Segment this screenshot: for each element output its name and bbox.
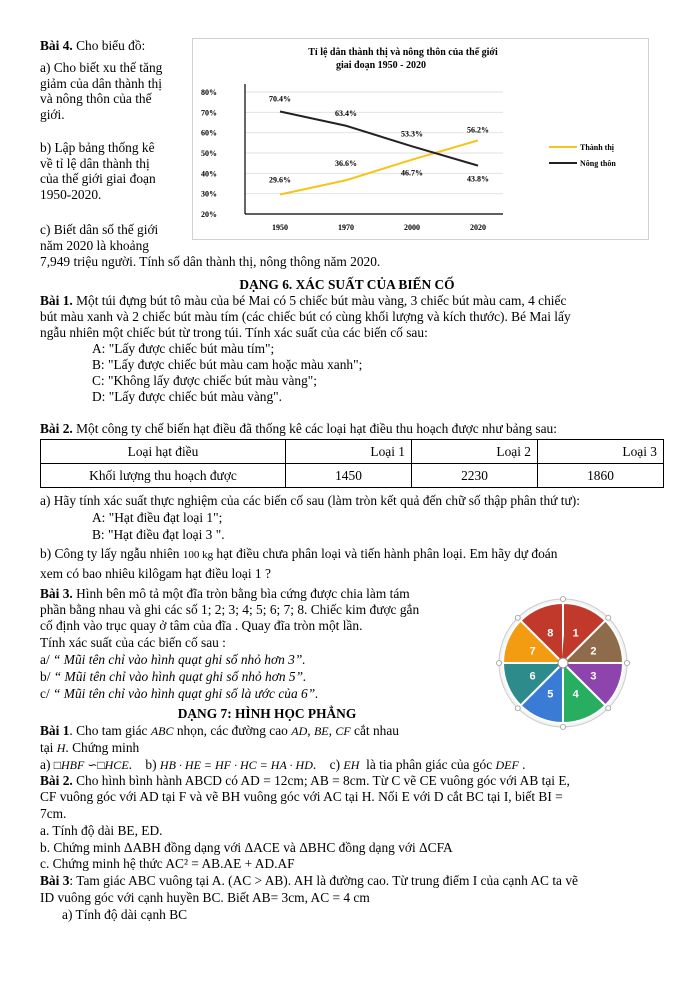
dang7-bai3-a: a) Tính độ dài cạnh BC [62, 907, 188, 922]
y-tick-label: 80% [201, 88, 217, 97]
y-tick-label: 50% [201, 149, 217, 158]
table-header-cell: Loại 1 [286, 440, 412, 464]
dang7-bai1-parts: a) □HBF ∽□HCE. b) HB · HE = HF · HC = HA · HD. c) EH là tia phân giác của góc DEF . [40, 757, 526, 772]
table-cell: Khối lượng thu hoạch được [41, 464, 286, 488]
wheel-peg [561, 725, 566, 730]
wheel-peg [497, 661, 502, 666]
dang6-bai3-line2: phần bằng nhau và ghi các số 1; 2; 3; 4; 5; 6; 7; 8. Chiếc kim được gắn [40, 602, 420, 617]
y-tick-label: 70% [201, 108, 217, 118]
table-header-cell: Loại 3 [538, 440, 664, 464]
x-tick-label: 2020 [470, 223, 486, 232]
x-tick-label: 1970 [338, 223, 354, 232]
dang6-bai1-line1: Bài 1. Một túi đựng bút tô màu của bé Mai có 5 chiếc bút màu vàng, 3 chiếc bút màu cam, 4 chiếc [40, 293, 567, 308]
cashew-table [40, 439, 664, 488]
wheel-sector-label: 2 [590, 645, 597, 658]
data-label: 36.6% [335, 159, 357, 169]
wheel-peg [625, 661, 630, 666]
dang6-bai3-line4: Tính xác suất của các biến cố sau : [40, 635, 226, 650]
dang7-bai2-b: b. Chứng minh ΔABH đồng dạng với ΔACE và ΔBHC đồng dạng với ΔCFA [40, 840, 453, 855]
y-tick-label: 20% [201, 210, 217, 219]
dang6-bai2-a: a) Hãy tính xác suất thực nghiệm của các biến cố sau (làm tròn kết quả đến chữ số thập phân thứ tư): [40, 493, 580, 508]
dang6-bai1-event-a: A: "Lấy được chiếc bút màu tím"; [92, 341, 275, 356]
dang6-bai1-line2: bút màu xanh và 2 chiếc bút màu tím (các chiếc bút có cùng khối lượng và kích thước). Bé Mai lấy [40, 309, 571, 324]
dang6-bai3-line1: Bài 3. Hình bên mô tả một đĩa tròn bằng bìa cứng được chia làm tám [40, 586, 410, 601]
legend-label: Thành thị [580, 143, 615, 152]
dang7-bai3-line1: Bài 3: Tam giác ABC vuông tại A. (AC > AB). AH là đường cao. Từ trung điểm I của cạnh AC ta vẽ [40, 873, 578, 888]
y-tick-label: 60% [201, 128, 217, 138]
population-chart [192, 38, 649, 240]
dang7-bai1-line2: tại H. Chứng minh [40, 740, 140, 755]
dang6-bai2-event-a: A: "Hạt điều đạt loại 1"; [92, 510, 223, 525]
data-label: 43.8% [467, 174, 489, 184]
chart-title: Tỉ lệ dân thành thị và nông thôn của thế giới [308, 47, 498, 58]
dang7-bai2-line3: 7cm. [40, 806, 67, 821]
wheel-peg [515, 615, 520, 620]
wheel-sector-label: 4 [572, 688, 579, 701]
dang6-bai1-event-c: C: "Không lấy được chiếc bút màu vàng"; [92, 373, 317, 388]
series-line-urban [280, 140, 478, 194]
table-cell: 2230 [412, 464, 538, 488]
legend-label: Nông thôn [580, 159, 616, 168]
dang7-bai2-line1: Bài 2. Cho hình bình hành ABCD có AD = 12cm; AB = 8cm. Từ C vẽ CE vuông góc với AB tại E, [40, 773, 570, 788]
wheel-sector-label: 7 [529, 645, 536, 658]
wheel-sector-label: 6 [529, 670, 536, 683]
wheel-peg [606, 615, 611, 620]
dang6-bai1-event-b: B: "Lấy được chiếc bút màu cam hoặc màu xanh"; [92, 357, 363, 372]
bai4-part-b: b) Lập bảng thống kê về tỉ lệ dân thành thị của thế giới giai đoạn 1950-2020. [40, 140, 156, 202]
dang6-heading: DẠNG 6. XÁC SUẤT CỦA BIẾN CỐ [239, 277, 455, 292]
dang6-bai2-event-b: B: "Hạt điều đạt loại 3 ". [92, 527, 225, 542]
x-tick-label: 1950 [272, 223, 288, 232]
table-row [41, 440, 664, 464]
dang6-bai3-line3: cố định vào trục quay ở tâm của đĩa . Quay đĩa tròn một lần. [40, 618, 363, 633]
dang6-bai1-event-d: D: "Lấy được chiếc bút màu vàng". [92, 389, 282, 404]
dang6-bai1-line3: ngẫu nhiên một chiếc bút từ trong túi. Tính xác suất của các biến cố sau: [40, 325, 428, 340]
dang6-bai2-b-cont: xem có bao nhiêu kilôgam hạt điều loại 1 ? [40, 566, 271, 581]
bai4-intro: Bài 4. Cho biểu đồ: [40, 38, 146, 53]
data-label: 53.3% [401, 129, 423, 139]
wheel-peg [561, 597, 566, 602]
x-tick-label: 2000 [404, 223, 420, 232]
table-cell: 1860 [538, 464, 664, 488]
bai4-part-a: a) Cho biết xu thế tăng giảm của dân thành thị và nông thôn của thế giới. [40, 60, 163, 122]
series-line-rural [280, 112, 478, 169]
data-label: 56.2% [467, 125, 489, 135]
table-header-cell: Loại hạt điều [41, 440, 286, 464]
y-tick-label: 40% [201, 169, 217, 179]
chart-subtitle: giai đoạn 1950 - 2020 [335, 60, 427, 71]
data-label: 46.7% [401, 168, 423, 178]
dang7-bai2-a: a. Tính độ dài BE, ED. [40, 823, 163, 838]
wheel-sector-label: 1 [572, 627, 579, 640]
dang6-bai2-intro: Bài 2. Một công ty chế biến hạt điều đã thống kê các loại hạt điều thu hoạch được như bảng sau: [40, 421, 557, 436]
table-header-cell: Loại 2 [412, 440, 538, 464]
data-label: 29.6% [269, 175, 291, 185]
bai4-part-c-cont: 7,949 triệu người. Tính số dân thành thị, nông thông năm 2020. [40, 254, 381, 269]
dang7-heading: DẠNG 7: HÌNH HỌC PHẲNG [177, 706, 357, 721]
dang7-bai1-line1: Bài 1. Cho tam giác ABC nhọn, các đường cao AD, BE, CF cắt nhau [40, 723, 399, 738]
table-cell: 1450 [286, 464, 412, 488]
wheel-sector-label: 5 [547, 688, 554, 701]
wheel-sector-label: 8 [547, 627, 554, 640]
dang6-bai3-a: a/ “ Mũi tên chỉ vào hình quạt ghi số nhỏ hơn 3”. [40, 652, 306, 667]
data-label: 63.4% [335, 108, 357, 118]
population-chart-svg [193, 39, 648, 239]
wheel-hub [558, 658, 568, 668]
dang6-bai3-c: c/ “ Mũi tên chỉ vào hình quạt ghi số là ước của 6”. [40, 686, 319, 701]
data-label: 70.4% [269, 94, 291, 104]
dang7-bai3-line2: ID vuông góc với cạnh huyền BC. Biết AB= 3cm, AC = 4 cm [40, 890, 370, 905]
table-row [41, 464, 664, 488]
dang6-bai2-b: b) Công ty lấy ngẫu nhiên 100 kg hạt điều chưa phân loại và tiến hành phân loại. Em hãy dự đoán [40, 546, 558, 561]
y-tick-label: 30% [201, 189, 217, 199]
dang7-bai2-c: c. Chứng minh hệ thức AC² = AB.AE + AD.AF [40, 856, 295, 871]
dang6-bai3-b: b/ “ Mũi tên chỉ vào hình quạt ghi số nhỏ hơn 5”. [40, 669, 307, 684]
wheel-sector-label: 3 [590, 670, 597, 683]
bai4-part-c: c) Biết dân số thế giới năm 2020 là khoảng [40, 222, 159, 253]
dang7-bai2-line2: CF vuông góc với AD tại F và vẽ BH vuông góc với AC tại H. Nối E với D cắt BC tại I, biết BI = [40, 789, 563, 804]
